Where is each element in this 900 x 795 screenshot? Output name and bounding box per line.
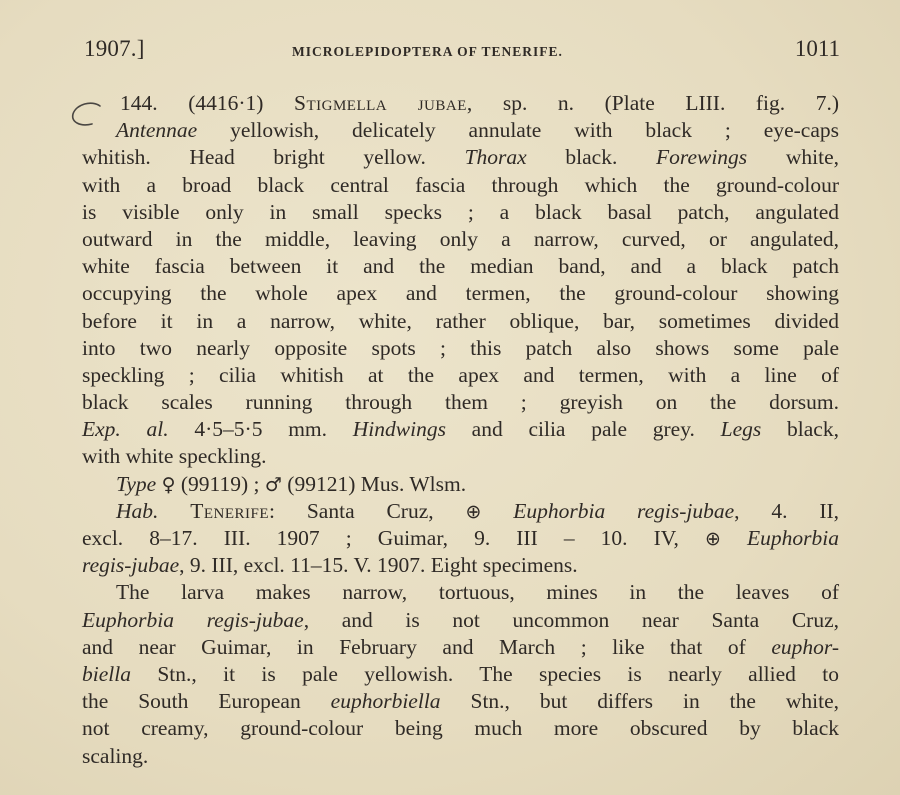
- text-run: Stn., it is pale yellowish. The species is nearly allied to: [130, 661, 839, 686]
- description-line: speckling ; cilia whitish at the apex and termen, with a line of: [82, 362, 839, 387]
- term-thorax: Thorax: [464, 145, 527, 170]
- species-heading: [82, 90, 839, 117]
- page-number: 1011: [794, 36, 840, 61]
- description-line: occupying the whole apex and termen, the ground-colour showing: [82, 281, 839, 306]
- term-antennae: Antennae: [116, 118, 198, 143]
- male-symbol-icon: ♂: [264, 473, 282, 496]
- term-hindwings: Hindwings: [352, 417, 446, 442]
- description-line: outward in the middle, leaving only a narrow, curved, or angulated,: [82, 226, 839, 251]
- genus-name: Stigmella: [294, 91, 388, 115]
- text-run: excl. 8–17. III. 1907 ; Guimar, 9. III – 10. IV,: [82, 526, 705, 550]
- description-line: before it in a narrow, white, rather oblique, bar, sometimes divided: [82, 308, 839, 333]
- species-name: jubae: [417, 91, 467, 115]
- habitat-line: [82, 525, 839, 552]
- description-line: black scales running through them ; greyish on the dorsum.: [82, 390, 839, 415]
- text-run: , and is not uncommon near Santa Cruz,: [303, 607, 839, 632]
- description-line: [82, 416, 839, 443]
- text-run: , 9. III, excl. 11–15. V. 1907. Eight specimens.: [179, 553, 578, 578]
- text-run: : Santa Cruz,: [269, 498, 466, 523]
- species-ref: biella: [82, 661, 131, 686]
- plant-name: Euphorbia: [747, 526, 839, 550]
- text-run: (99121) Mus. Wlsm.: [281, 471, 467, 496]
- female-symbol-icon: ♀: [161, 473, 176, 496]
- larva-line: scaling.: [82, 743, 149, 768]
- catalogue-number: (4416·1): [188, 91, 264, 115]
- text-run: the South European: [82, 689, 331, 714]
- header-year: 1907.]: [84, 36, 145, 61]
- habitat-line: [82, 498, 839, 525]
- text-run: black.: [526, 145, 656, 170]
- text-run: yellowish, delicately annulate with black ; eye-caps: [197, 118, 839, 143]
- text-run: 4·5–5·5 mm.: [168, 417, 353, 442]
- larva-line: [82, 607, 839, 634]
- term-forewings: Forewings: [656, 145, 748, 170]
- term-expanse: Exp. al.: [82, 417, 169, 442]
- text-run: black,: [761, 417, 839, 442]
- plant-name: Euphorbia regis-jubae: [82, 607, 304, 632]
- text-run: Stn., but differs in the white,: [440, 689, 839, 714]
- circled-plus-icon: ⊕: [465, 500, 482, 523]
- larva-line: [82, 634, 839, 661]
- text-run: , 4. II,: [734, 498, 840, 523]
- header-title: MICROLEPIDOPTERA OF TENERIFE.: [292, 44, 563, 59]
- description-line: [82, 144, 839, 171]
- circled-plus-icon: ⊕: [705, 528, 721, 550]
- species-ref: euphor-: [771, 634, 839, 659]
- locality-name: Tenerife: [190, 498, 270, 523]
- description-line: into two nearly opposite spots ; this patch also shows some pale: [82, 335, 839, 360]
- article-body: [82, 90, 839, 770]
- larva-line: [82, 688, 839, 715]
- plant-name: Euphorbia regis-jubae: [513, 498, 735, 523]
- text-run: (99119) ;: [175, 471, 265, 496]
- description-line: is visible only in small specks ; a black basal patch, angulated: [82, 199, 839, 224]
- larva-line: The larva makes narrow, tortuous, mines in the leaves of: [116, 580, 839, 605]
- plant-name: regis-jubae: [82, 553, 180, 578]
- species-ref: euphorbiella: [330, 689, 441, 714]
- plate-reference: (Plate LIII. fig. 7.): [604, 91, 840, 115]
- species-status: , sp. n.: [466, 91, 575, 115]
- description-line: with white speckling.: [82, 444, 267, 469]
- description-line: with a broad black central fascia through which the ground-colour: [82, 172, 839, 197]
- species-number: 144.: [120, 91, 158, 115]
- larva-line: not creamy, ground-colour being much more obscured by black: [82, 716, 839, 741]
- text-run: and near Guimar, in February and March ; like that of: [82, 634, 772, 659]
- term-legs: Legs: [720, 417, 762, 442]
- type-line: [82, 471, 839, 498]
- text-run: whitish. Head bright yellow.: [82, 145, 465, 170]
- habitat-line: [82, 552, 839, 579]
- description-line: [82, 117, 839, 144]
- larva-line: [82, 661, 839, 688]
- habitat-label: Hab.: [116, 498, 159, 523]
- text-run: and cilia pale grey.: [445, 417, 721, 442]
- description-line: white fascia between it and the median band, and a black patch: [82, 254, 839, 279]
- running-head: [84, 36, 840, 68]
- text-run: white,: [747, 145, 839, 170]
- type-label: Type: [116, 471, 157, 496]
